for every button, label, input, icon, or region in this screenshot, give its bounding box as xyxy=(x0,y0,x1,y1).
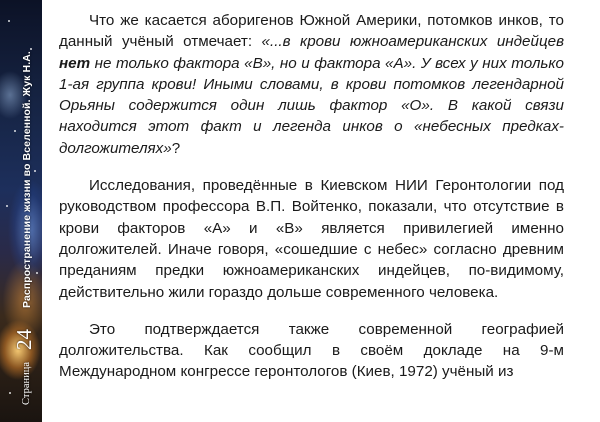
paragraph: Что же касается аборигенов Южной Америки, потомков инков, то данный учёный отмечает: «...в крови южноамериканских индейцев нет не только фактора «В», но и фактора «А». У всех у них только 1-ая группа крови! Иными словами, в крови потомков легендарной Орьяны содержится один лишь фактор «О». В какой связи находится этот факт и легенда инков о «небесных предках-долгожителях»? xyxy=(59,12,565,157)
paragraph: Это подтверждается также современной географией долгожительства. Как сообщил в своём докладе на 9-м Международном конгрессе геронтологов (Киев, 1972) учёный из xyxy=(59,320,564,381)
star-decoration xyxy=(9,392,11,394)
quote-text: «...в крови южноамериканских индейцев нет не только фактора «В», но и фактора «А». У всех у них только 1-ая группа крови! Иными словами, в крови потомков легендарной Орьяны содержится один лишь фактор «О». В какой связи находится этот факт и легенда инков о «небесных предках-долгожителях» xyxy=(59,33,565,157)
page-number: 24 xyxy=(12,329,36,350)
emphasized-word: нет xyxy=(59,54,91,72)
star-decoration xyxy=(14,130,16,132)
page-label: Страница xyxy=(21,361,32,405)
star-decoration xyxy=(8,20,10,22)
sidebar-strip xyxy=(0,0,42,422)
star-decoration xyxy=(30,48,32,50)
star-decoration xyxy=(34,170,36,172)
document-body xyxy=(59,10,564,399)
paragraph-text: Что же касается аборигенов Южной Америки, потомков инков, то данный учёный отмечает: xyxy=(59,12,564,51)
paragraph: Исследования, проведённые в Киевском НИИ Геронтологии под руководством профессора В.П. Войтенко, показали, что отсутствие в крови факторов «А» и «В» является привилегией именно долгожителей. Иначе говоря, «сошедшие с небес» согласно древним преданиям предки южноамериканских индейцев, по-видимому, действительно жили гораздо дольше современного человека. xyxy=(59,177,564,301)
star-decoration xyxy=(6,205,8,207)
star-decoration xyxy=(36,272,38,274)
book-title: Распространение жизни во Вселенной. Жук Н.А. xyxy=(21,51,33,308)
